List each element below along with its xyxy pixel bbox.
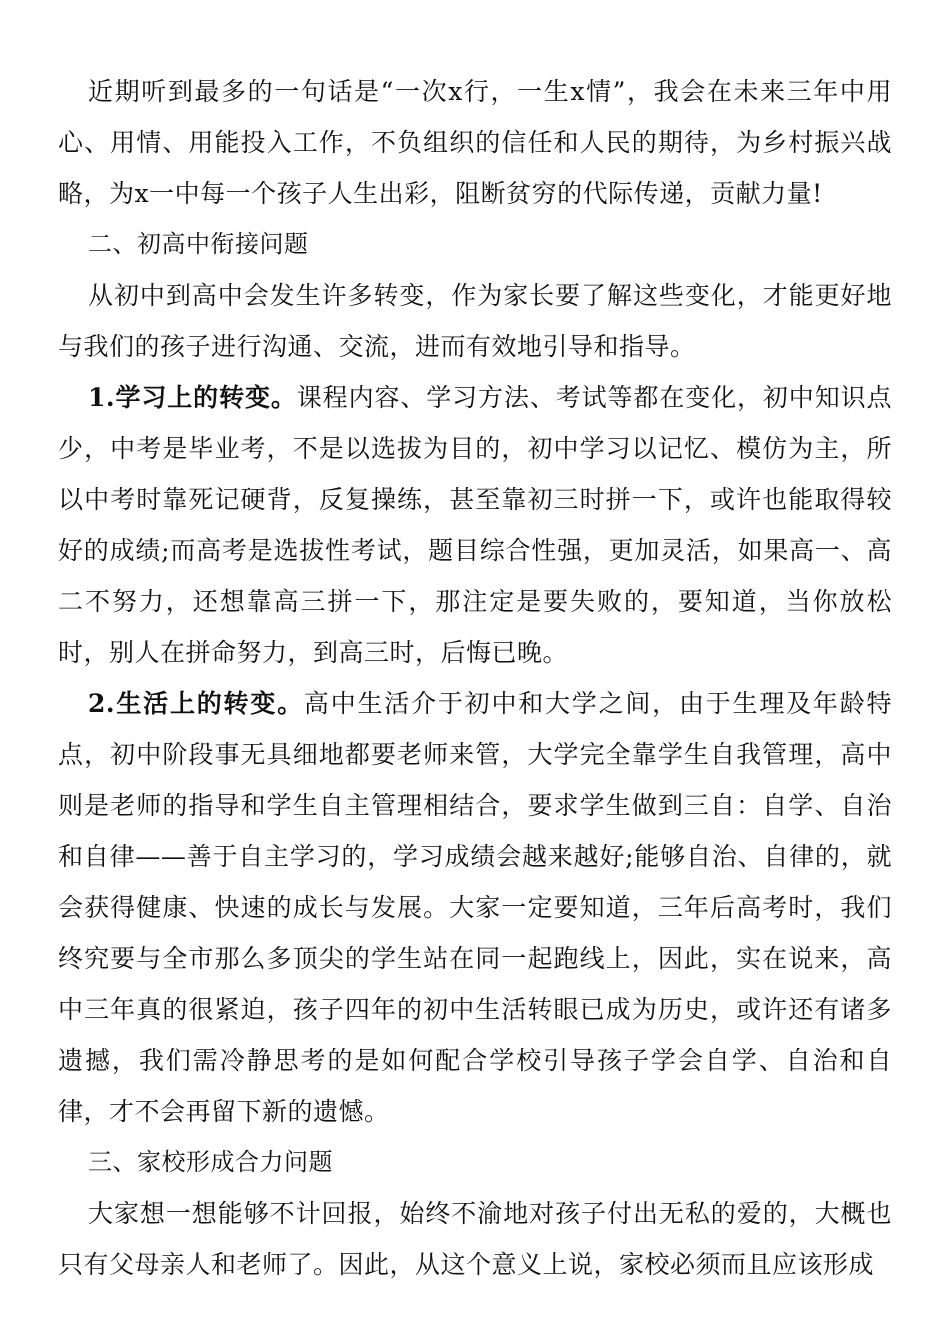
section-heading-transition: 二、初高中衔接问题 <box>88 230 309 258</box>
document-body <box>58 66 892 1290</box>
life-change-lead: 2.生活上的转变。 <box>88 689 304 718</box>
section-heading-cooperation: 三、家校形成合力问题 <box>88 1148 333 1176</box>
paragraph-commitment: 近期听到最多的一句话是“一次x行，一生x情”，我会在未来三年中用心、用情、用能投入工作，不负组织的信任和人民的期待，为乡村振兴战略，为x一中每一个孩子人生出彩，阻断贫穷的代际传递，贡献力量! <box>58 77 892 208</box>
paragraph-cooperation: 大家想一想能够不计回报，始终不渝地对孩子付出无私的爱的，大概也只有父母亲人和老师了。因此，从这个意义上说，家校必须而且应该形成 <box>58 1199 892 1279</box>
paragraph-life-change <box>58 678 892 1137</box>
paragraph-transition-intro: 从初中到高中会发生许多转变，作为家长要了解这些变化，才能更好地与我们的孩子进行沟通、交流，进而有效地引导和指导。 <box>58 281 892 361</box>
life-change-text: 高中生活介于初中和大学之间，由于生理及年龄特点，初中阶段事无具细地都要老师来管，大学完全靠学生自我管理，高中则是老师的指导和学生自主管理相结合，要求学生做到三自：自学、自治和自律——善于自主学习的，学习成绩会越来越好;能够自治、自律的，就会获得健康、快速的成长与发展。大家一定要知道，三年后高考时，我们终究要与全市那么多顶尖的学生站在同一起跑线上，因此，实在说来，高中三年真的很紧迫，孩子四年的初中生活转眼已成为历史，或许还有诸多遗撼，我们需冷静思考的是如何配合学校引导孩子学会自学、自治和自律，才不会再留下新的遗憾。 <box>58 689 892 1126</box>
paragraph-study-change <box>58 372 892 678</box>
study-change-lead: 1.学习上的转变。 <box>88 383 297 412</box>
study-change-text: 课程内容、学习方法、考试等都在变化，初中知识点少，中考是毕业考，不是以选拔为目的，初中学习以记忆、模仿为主，所以中考时靠死记硬背，反复操练，甚至靠初三时拼一下，或许也能取得较好的成绩;而高考是选拔性考试，题目综合性强，更加灵活，如果高一、高二不努力，还想靠高三拼一下，那注定是要失败的，要知道，当你放松时，别人在拼命努力，到高三时，后悔已晚。 <box>58 383 892 667</box>
